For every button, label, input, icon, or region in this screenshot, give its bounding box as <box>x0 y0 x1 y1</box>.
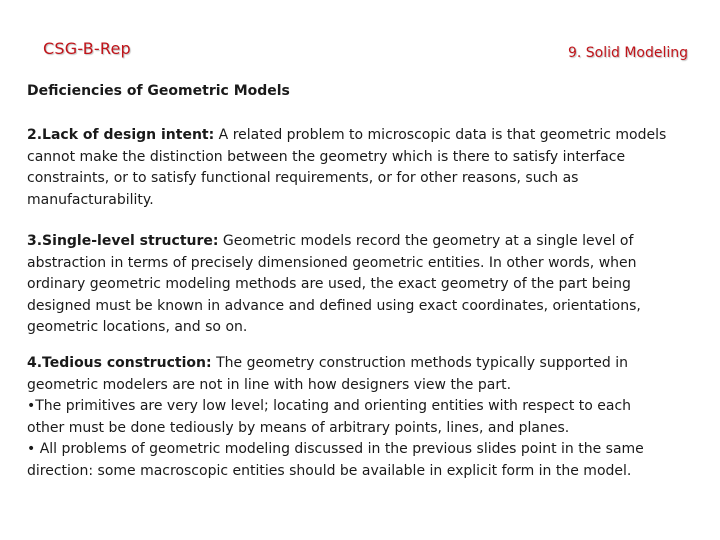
paragraph-line: other must be done tediously by means of arbitrary points, lines, and planes. <box>27 419 570 436</box>
paragraph-text: The geometry construction methods typically supported in <box>211 355 628 371</box>
paragraph-line: geometric locations, and so on. <box>27 319 248 335</box>
paragraph-line: geometric modelers are not in line with how designers view the part. <box>27 376 512 393</box>
paragraph-lead: 2.Lack of design intent: <box>27 127 215 143</box>
paragraph-text: A related problem to microscopic data is that geometric models <box>214 127 667 143</box>
paragraph-line: manufacturability. <box>27 191 154 208</box>
paragraph-line: • All problems of geometric modeling discussed in the previous slides point in the same <box>27 441 644 457</box>
header-right-title: 9. Solid Modeling <box>567 45 688 61</box>
section-heading: Deficiencies of Geometric Models <box>27 83 290 99</box>
paragraph-design-intent <box>27 125 687 211</box>
paragraph-line <box>27 125 687 147</box>
paragraph-line <box>27 353 687 375</box>
paragraph-line: abstraction in terms of precisely dimensioned geometric entities. In other words, when <box>27 254 637 271</box>
paragraph-lead: 3.Single-level structure: <box>27 233 219 249</box>
paragraph-line: ordinary geometric modeling methods are used, the exact geometry of the part being <box>27 276 631 292</box>
paragraph-line: constraints, or to satisfy functional requirements, or for other reasons, such as <box>27 170 579 186</box>
header-left-title: CSG-B-Rep <box>43 39 131 58</box>
paragraph-text: Geometric models record the geometry at a single level of <box>218 233 634 249</box>
paragraph-line: designed must be known in advance and defined using exact coordinates, orientations, <box>27 297 641 314</box>
paragraph-tedious-construction <box>27 353 687 482</box>
paragraph-line: •The primitives are very low level; locating and orienting entities with respect to each <box>27 398 632 414</box>
paragraph-lead: 4.Tedious construction: <box>27 355 212 371</box>
paragraph-line: direction: some macroscopic entities should be available in explicit form in the model. <box>27 462 632 479</box>
paragraph-single-level <box>27 231 687 339</box>
paragraph-line <box>27 231 687 253</box>
paragraph-line: cannot make the distinction between the geometry which is there to satisfy interface <box>27 148 626 165</box>
